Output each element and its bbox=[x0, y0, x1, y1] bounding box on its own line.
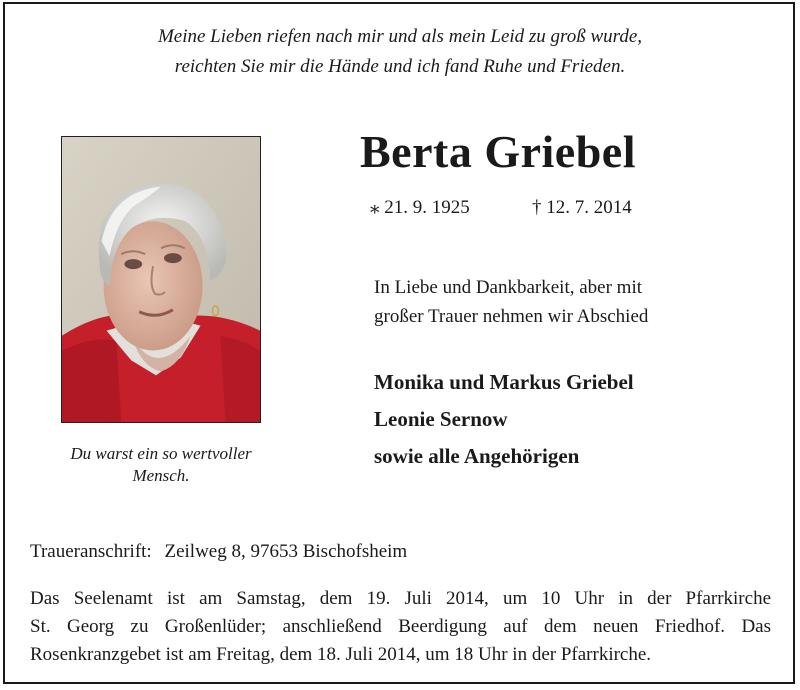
mourner-name: Leonie Sernow bbox=[374, 407, 508, 431]
photo-caption bbox=[50, 443, 272, 487]
portrait-illustration bbox=[62, 137, 260, 422]
photo-caption-line-1: Du warst ein so wertvoller bbox=[70, 444, 252, 463]
address-value: Zeilweg 8, 97653 Bischofsheim bbox=[164, 541, 408, 562]
motto-line-1: Meine Lieben riefen nach mir und als mein Leid zu groß wurde, bbox=[157, 26, 643, 47]
portrait-photo bbox=[61, 136, 261, 423]
photo-caption-line-2: Mensch. bbox=[132, 466, 190, 485]
service-announcement bbox=[30, 585, 771, 669]
farewell-line-2: großer Trauer nehmen wir Abschied bbox=[374, 306, 649, 327]
address-label: Traueranschrift: bbox=[30, 541, 152, 562]
deceased-name: Berta Griebel bbox=[360, 126, 637, 177]
farewell-text bbox=[374, 273, 754, 331]
mourner-name: sowie alle Angehörigen bbox=[374, 444, 580, 468]
motto-verse bbox=[0, 22, 800, 82]
announcement-line-3: Rosenkranzgebet ist am Freitag, dem 18. Juli 2014, um 18 Uhr in der Pfarrkirche. bbox=[30, 644, 652, 665]
announcement-line-1: Das Seelenamt ist am Samstag, dem 19. Juli 2014, um 10 Uhr in der Pfarrkirche bbox=[30, 588, 771, 609]
mourners-list bbox=[374, 364, 634, 475]
birth-date: ⁎ 21. 9. 1925 bbox=[370, 197, 470, 218]
announcement-line-2: St. Georg zu Großenlüder; anschließend Beerdigung auf dem neuen Friedhof. Das bbox=[30, 616, 771, 637]
mourner-name: Monika und Markus Griebel bbox=[374, 370, 634, 394]
death-date: † 12. 7. 2014 bbox=[532, 197, 632, 218]
mourning-address bbox=[30, 540, 407, 564]
motto-line-2: reichten Sie mir die Hände und ich fand Ruhe und Frieden. bbox=[174, 56, 626, 77]
farewell-line-1: In Liebe und Dankbarkeit, aber mit bbox=[374, 277, 643, 298]
